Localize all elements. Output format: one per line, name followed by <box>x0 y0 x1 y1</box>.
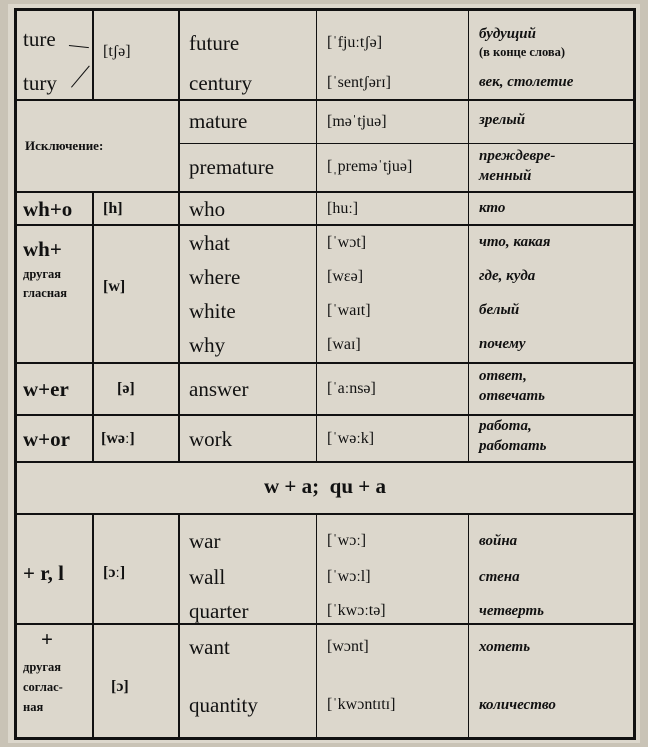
row-divider <box>17 623 633 625</box>
translation: хотеть <box>479 639 531 655</box>
translation: будущий <box>479 26 536 42</box>
transcription: [ˈwɔːl] <box>327 568 371 585</box>
word: premature <box>189 155 275 179</box>
translation: ответ, <box>479 368 527 384</box>
transcription: [ˈwɔː] <box>327 532 367 549</box>
translation: почему <box>479 336 526 352</box>
transcription: [ˌpreməˈtjuə] <box>327 158 413 175</box>
word: war <box>189 529 221 553</box>
page <box>8 4 640 743</box>
rule-label: w+er <box>23 377 69 401</box>
translation: белый <box>479 302 520 318</box>
transcription: [waɪ] <box>327 336 361 353</box>
word: quarter <box>189 599 249 623</box>
rule-sublabel: соглас- <box>23 680 63 694</box>
word: mature <box>189 109 248 133</box>
rule-sublabel: ная <box>23 700 44 714</box>
translation: работа, <box>479 418 532 434</box>
translation: зрелый <box>479 112 526 128</box>
translation: количество <box>479 697 556 713</box>
sound: [ɔ] <box>111 678 129 695</box>
word: quantity <box>189 693 258 717</box>
ending-tury: tury <box>23 71 57 95</box>
word: wall <box>189 565 226 589</box>
word: white <box>189 299 236 323</box>
rule-sublabel: гласная <box>23 286 68 300</box>
translation: век, столетие <box>479 74 574 90</box>
translation: четверть <box>479 603 545 619</box>
rule-sublabel: другая <box>23 660 62 674</box>
transcription: [ˈwəːk] <box>327 430 375 447</box>
rule-label: wh+o <box>23 197 73 221</box>
exception-label: Исключение: <box>25 138 104 153</box>
rule-sublabel: другая <box>23 267 62 281</box>
translation: стена <box>479 569 520 585</box>
translation: кто <box>479 200 506 216</box>
col-divider <box>92 513 94 740</box>
word: why <box>189 333 226 357</box>
section-heading: w + a; qu + a <box>264 474 386 498</box>
word: where <box>189 265 241 289</box>
translation-note: (в конце слова) <box>479 45 566 59</box>
row-divider <box>17 224 633 226</box>
col-divider <box>178 11 180 461</box>
transcription: [huː] <box>327 200 359 217</box>
word: answer <box>189 377 249 401</box>
translation: где, куда <box>479 268 536 284</box>
ending-ture: ture <box>23 27 56 51</box>
col-divider <box>92 191 94 461</box>
word: work <box>189 427 233 451</box>
col-divider <box>316 11 317 461</box>
transcription: [wɔnt] <box>327 638 369 655</box>
transcription: [məˈtjuə] <box>327 113 387 130</box>
transcription: [ˈwɔt] <box>327 234 367 251</box>
sound: [ɔː] <box>103 564 126 581</box>
bracket-line <box>71 66 90 88</box>
word: century <box>189 71 252 95</box>
rule-label: w+or <box>23 427 70 451</box>
row-divider <box>17 99 633 101</box>
sound: [ə] <box>117 380 135 397</box>
translation: преждевре- <box>479 148 556 164</box>
col-divider <box>468 11 469 461</box>
transcription: [ˈkwɔntɪtɪ] <box>327 696 396 713</box>
sound: [w] <box>103 278 126 295</box>
word: future <box>189 31 240 55</box>
rule-label: wh+ <box>23 237 62 261</box>
rule-label: + r, l <box>23 561 64 585</box>
word: who <box>189 197 226 221</box>
row-divider <box>17 362 633 364</box>
transcription: [ˈwaɪt] <box>327 302 371 319</box>
translation: работать <box>479 438 547 454</box>
transcription: [ˈkwɔːtə] <box>327 602 386 619</box>
word: what <box>189 231 230 255</box>
rule-label: + <box>41 627 53 651</box>
translation: отвечать <box>479 388 546 404</box>
row-divider <box>17 513 633 515</box>
row-divider <box>17 191 633 193</box>
translation: что, какая <box>479 234 551 250</box>
translation: война <box>479 533 518 549</box>
bracket-line <box>69 45 89 48</box>
sound: [wəː] <box>101 430 135 447</box>
transcription: [ˈaːnsə] <box>327 380 376 397</box>
col-divider <box>468 513 469 740</box>
ending-transcription: [tʃə] <box>103 43 131 60</box>
row-divider <box>17 461 633 463</box>
transcription: [ˈsentʃərɪ] <box>327 74 391 91</box>
word: want <box>189 635 230 659</box>
phonetics-table <box>14 8 636 740</box>
col-divider <box>92 11 94 99</box>
transcription: [wɛə] <box>327 268 364 285</box>
transcription: [ˈfjuːtʃə] <box>327 34 383 51</box>
col-divider <box>316 513 317 740</box>
row-divider <box>178 143 633 144</box>
sound: [h] <box>103 200 123 217</box>
translation: менный <box>479 168 532 184</box>
row-divider <box>17 414 633 416</box>
col-divider <box>178 513 180 740</box>
